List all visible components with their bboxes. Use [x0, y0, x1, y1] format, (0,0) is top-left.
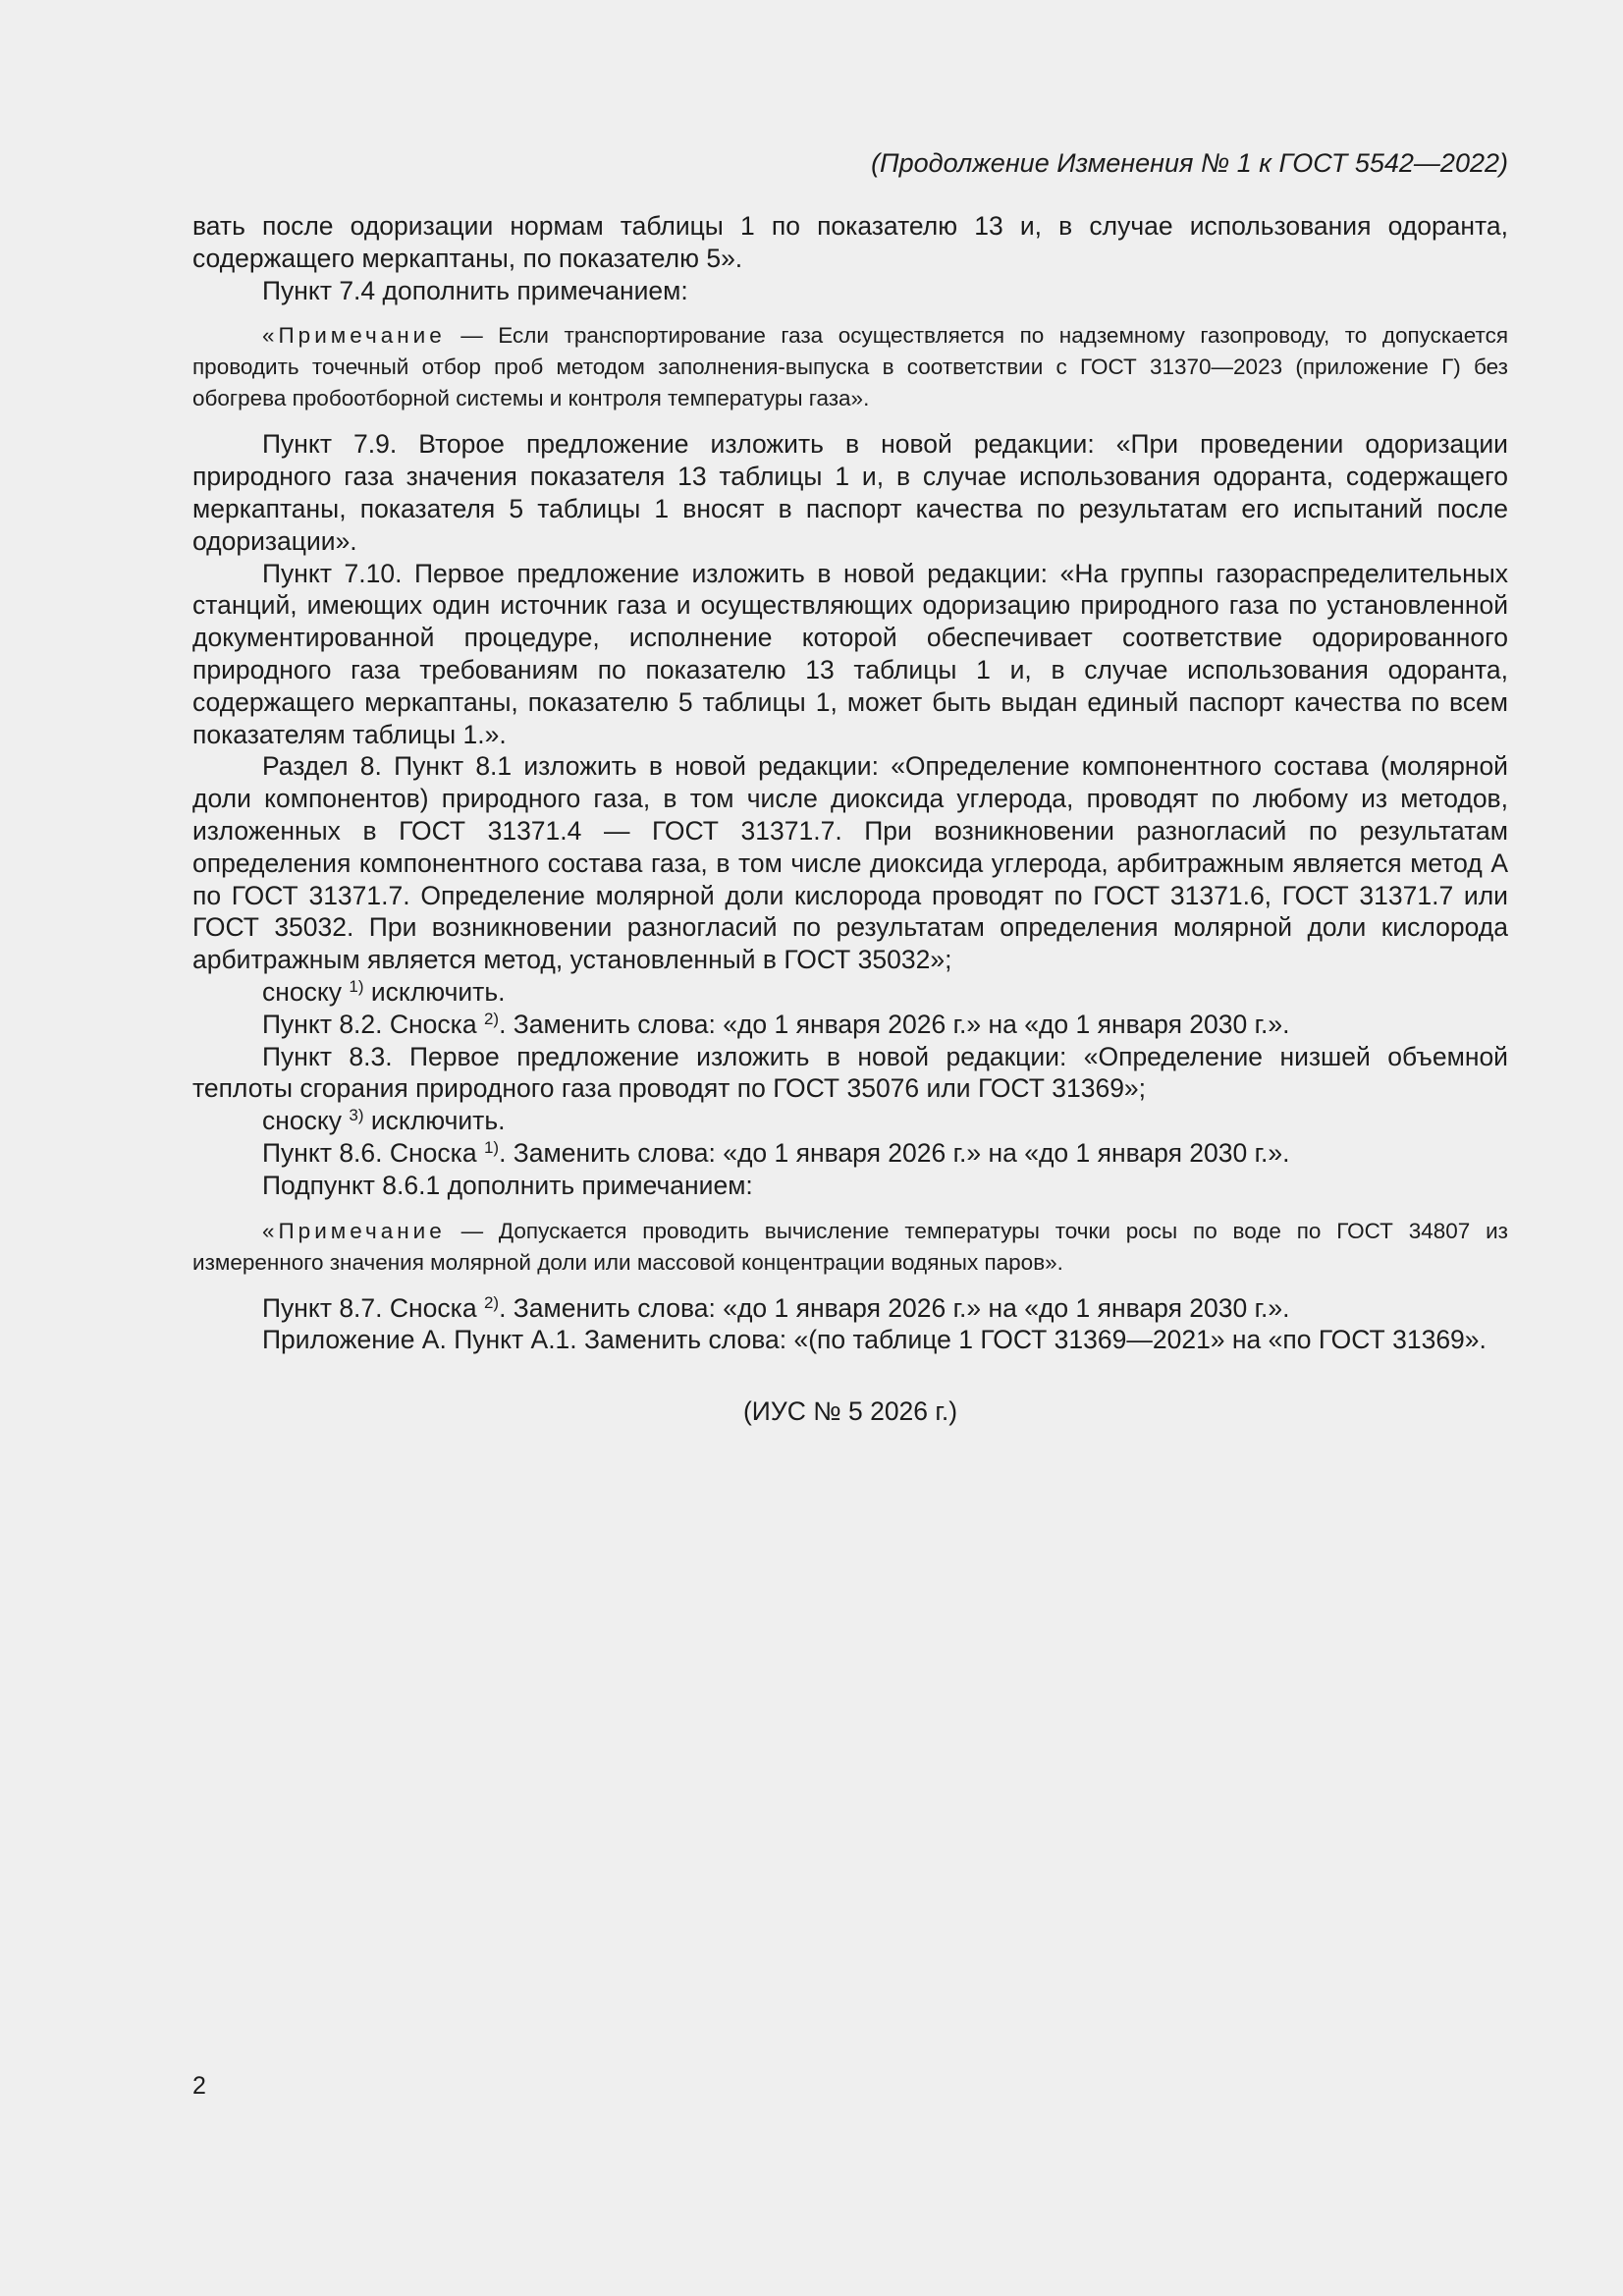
footnote-mark: 1) — [349, 976, 364, 996]
text-fragment: Пункт 8.7. Сноска — [262, 1292, 484, 1323]
text-fragment: . Заменить слова: «до 1 января 2026 г.» на «до 1 января 2030 г.». — [499, 1137, 1290, 1168]
paragraph-8-7 — [192, 1292, 1508, 1325]
paragraph-8-6 — [192, 1137, 1508, 1170]
text-fragment: . Заменить слова: «до 1 января 2026 г.» на «до 1 января 2030 г.». — [499, 1009, 1290, 1039]
note-label: «Примечание — [262, 1218, 446, 1243]
running-header: (Продолжение Изменения № 1 к ГОСТ 5542—2022) — [871, 148, 1508, 178]
ius-reference: (ИУС № 5 2026 г.) — [742, 1396, 958, 1427]
paragraph-footnote-3 — [192, 1105, 1508, 1137]
document-body — [192, 210, 1508, 1428]
text-fragment: Пункт 8.2. Сноска — [262, 1009, 484, 1039]
footnote-mark: 3) — [349, 1106, 364, 1125]
paragraph-7-10: Пункт 7.10. Первое предложение изложить в новой редакции: «На группы газораспределительных станций, имеющих один источник газа и осуществляющих одоризацию природного газа по установленной документированной процедуре, исполнение которой обеспечивает соответствие одорированного природного газа требованиям по показателю 13 таблицы 1 и, в случае использования одоранта, содержащего меркаптаны, показателю 5 таблицы 1, может быть выдан единый паспорт качества по всем показателям таблицы 1.». — [192, 558, 1508, 749]
text-fragment: Пункт 8.6. Сноска — [262, 1137, 484, 1168]
footnote-mark: 1) — [483, 1137, 500, 1157]
paragraph-8-3: Пункт 8.3. Первое предложение изложить в новой редакции: «Определение низшей объемной теплоты сгорания природного газа проводят по ГОСТ 35076 или ГОСТ 31369»; — [192, 1041, 1508, 1104]
text-fragment: исключить. — [363, 1106, 506, 1136]
paragraph-7-9: Пункт 7.9. Второе предложение изложить в новой редакции: «При проведении одоризации природного газа значения показателя 13 таблицы 1 и, в случае использования одоранта, содержащего меркаптаны, показателя 5 таблицы 1 вносят в паспорт качества по результатам его испытаний после одоризации». — [192, 429, 1508, 556]
text-fragment: исключить. — [363, 976, 506, 1007]
text-fragment: сноску — [262, 976, 350, 1007]
paragraph-footnote-1 — [192, 976, 1508, 1009]
note-8-6-1 — [192, 1216, 1508, 1279]
paragraph-8-6-1: Подпункт 8.6.1 дополнить примечанием: — [262, 1170, 753, 1200]
page-number: 2 — [192, 2072, 206, 2100]
text-fragment: сноску — [262, 1106, 350, 1136]
paragraph-8-1: Раздел 8. Пункт 8.1 изложить в новой редакции: «Определение компонентного состава (молярной доли компонентов) природного газа, в том числе диоксида углерода, проводят по любому из методов, изложенных в ГОСТ 31371.4 — ГОСТ 31371.7. При возникновении разногласий по результатам определения компонентного состава газа, в том числе диоксида углерода, арбитражным является метод А по ГОСТ 31371.7. Определение молярной доли кислорода проводят по ГОСТ 31371.6, ГОСТ 31371.7 или ГОСТ 35032. При возникновении разногласий по результатам определения молярной доли кислорода арбитражным является метод, установленный в ГОСТ 35032»; — [192, 751, 1508, 975]
paragraph-8-2 — [192, 1009, 1508, 1041]
paragraph-continuation: вать после одоризации нормам таблицы 1 по показателю 13 и, в случае использования одоранта, содержащего меркаптаны, по показателю 5». — [192, 211, 1508, 273]
note-7-4 — [192, 320, 1508, 414]
paragraph-appendix-a: Приложение А. Пункт А.1. Заменить слова: «(по таблице 1 ГОСТ 31369—2021» на «по ГОСТ 31369». — [262, 1325, 1487, 1355]
text-fragment: . Заменить слова: «до 1 января 2026 г.» на «до 1 января 2030 г.». — [499, 1292, 1290, 1323]
footnote-mark: 2) — [483, 1009, 500, 1028]
paragraph-7-4: Пункт 7.4 дополнить примечанием: — [262, 275, 688, 305]
note-text: — Допускается проводить вычисление температуры точки росы по воде по ГОСТ 34807 из измеренного значения молярной доли или массовой концентрации водяных паров». — [192, 1218, 1508, 1275]
note-label: «Примечание — [262, 323, 446, 349]
note-text: — Если транспортирование газа осуществляется по надземному газопроводу, то допускается проводить точечный отбор проб методом заполнения-выпуска в соответствии с ГОСТ 31370—2023 (приложение Г) без обогрева пробоотборной системы и контроля температуры газа». — [192, 323, 1508, 411]
footnote-mark: 2) — [483, 1292, 500, 1312]
